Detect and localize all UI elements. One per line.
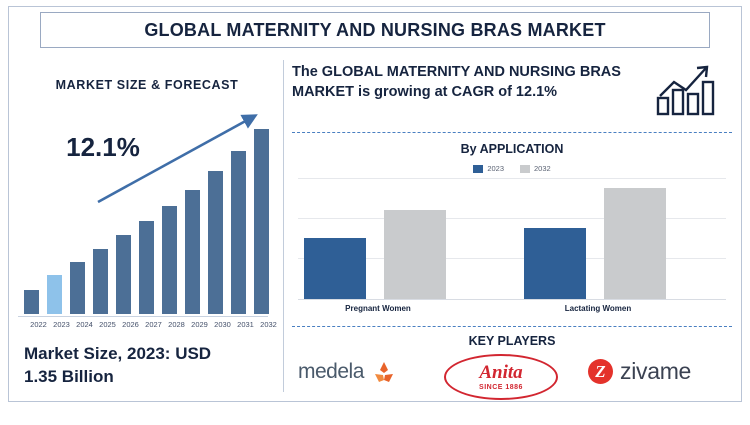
logo-anita-text: Anita	[479, 362, 523, 383]
key-players-title: KEY PLAYERS	[468, 334, 556, 348]
z-circle-icon: Z	[588, 359, 613, 384]
legend-label: 2032	[534, 164, 551, 173]
cagr-value: 12.1%	[66, 132, 140, 162]
gridline	[298, 178, 726, 179]
year-label: 2031	[237, 320, 254, 329]
vertical-divider	[283, 60, 284, 392]
market-size-line-1: Market Size, 2023: USD	[24, 344, 212, 363]
market-size-bar-chart	[18, 124, 268, 314]
year-label: 2023	[53, 320, 70, 329]
logo-medela	[298, 360, 396, 384]
bar-lactating-2023	[524, 228, 586, 300]
x-axis-line	[18, 316, 268, 317]
year-label: 2022	[30, 320, 47, 329]
year-label: 2026	[122, 320, 139, 329]
key-players-logos	[292, 354, 732, 398]
logo-medela-text: medela	[298, 360, 364, 383]
logo-anita-tagline: SINCE 1886	[479, 384, 523, 391]
title-box	[40, 12, 710, 48]
market-size-line-2: 1.35 Billion	[24, 367, 114, 386]
by-application-title: By APPLICATION	[460, 142, 564, 156]
page-title: GLOBAL MATERNITY AND NURSING BRAS MARKET	[144, 19, 606, 40]
left-panel-heading: MARKET SIZE & FORECAST	[55, 78, 239, 92]
logo-anita	[444, 354, 558, 400]
logo-zivame	[588, 358, 691, 385]
market-size-forecast-panel	[10, 54, 278, 398]
divider-top	[292, 132, 732, 133]
year-label: 2030	[214, 320, 231, 329]
legend-label: 2023	[487, 164, 504, 173]
application-legend	[292, 164, 732, 173]
year-label: 2027	[145, 320, 162, 329]
bar-chart-growth-icon	[648, 60, 720, 122]
divider-bottom	[292, 326, 732, 327]
app-chart-baseline	[298, 299, 726, 300]
legend-swatch-icon	[520, 165, 530, 173]
medela-flower-icon	[372, 360, 396, 384]
year-label: 2032	[260, 320, 277, 329]
bar-pregnant-2032	[384, 210, 446, 300]
category-label-lactating: Lactating Women	[564, 304, 632, 313]
category-label-pregnant: Pregnant Women	[345, 304, 411, 313]
application-category-labels	[298, 304, 726, 318]
year-axis-labels	[18, 320, 277, 334]
legend-swatch-icon	[473, 165, 483, 173]
right-panel	[290, 54, 742, 398]
legend-item-2032	[520, 164, 551, 173]
growth-statement: The GLOBAL MATERNITY AND NURSING BRAS MARKET is growing at CAGR of 12.1%	[292, 64, 621, 100]
year-label: 2029	[191, 320, 208, 329]
year-label: 2028	[168, 320, 185, 329]
bar-lactating-2032	[604, 188, 666, 300]
bar-pregnant-2023	[304, 238, 366, 300]
legend-item-2023	[473, 164, 504, 173]
market-size-value	[24, 342, 274, 388]
logo-zivame-text: zivame	[620, 358, 692, 384]
year-label: 2025	[99, 320, 116, 329]
by-application-bar-chart	[298, 178, 726, 300]
year-label: 2024	[76, 320, 93, 329]
